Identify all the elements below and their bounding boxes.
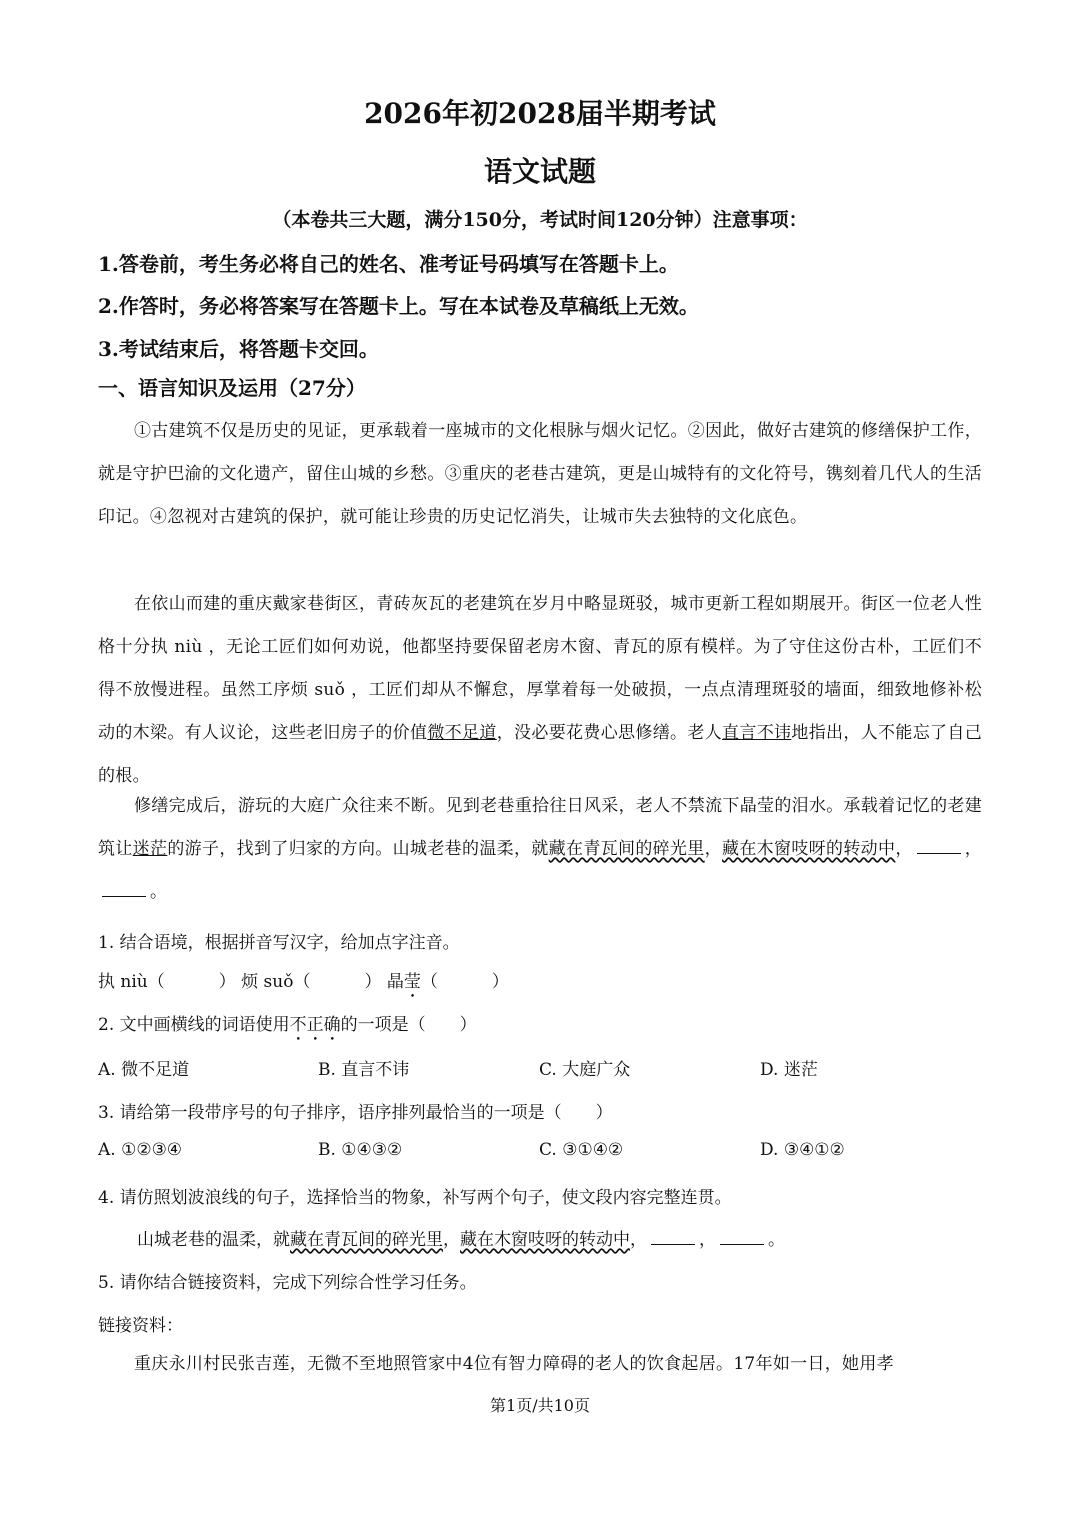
passage-paragraph-3: [98, 785, 982, 914]
passage-paragraph-2: [98, 583, 982, 798]
text-run: 。: [150, 882, 168, 902]
text-run: ，: [895, 839, 913, 859]
text-run: 。: [768, 1230, 785, 1250]
text-run: ，: [699, 1230, 716, 1250]
question-4-sentence: [137, 1225, 785, 1250]
question-2-option-c[interactable]: C. 大庭广众: [539, 1060, 631, 1080]
text-run: ，: [964, 839, 983, 859]
passage-paragraph-1: ①古建筑不仅是历史的见证，更承载着一座城市的文化根脉与烟火记忆。②因此，做好古建筑的修缮保护工作，就是守护巴渝的文化遗产，留住山城的乡愁。③重庆的老巷古建筑，更是山城特有的文化符号，镌刻着几代人的生活印记。④忽视对古建筑的保护，就可能让珍贵的历史记忆消失，让城市失去独特的文化底色。: [98, 421, 982, 527]
question-3-option-d[interactable]: D. ③④①②: [760, 1140, 845, 1160]
subject-title: 语文试题: [483, 155, 596, 188]
dotted-char: 莹: [403, 972, 421, 992]
question-5-stem: 5. 请你结合链接资料，完成下列综合性学习任务。: [98, 1273, 477, 1293]
text-run: 地指出，人不能忘了自己的根。: [98, 723, 983, 786]
underlined-word: 迷茫: [132, 839, 168, 859]
text-run: 执 niù（: [98, 972, 165, 992]
text-run: （: [420, 972, 438, 992]
question-3-stem: 3. 请给第一段带序号的句子排序，语序排列最恰当的一项是（ ）: [98, 1103, 613, 1123]
question-1-items: [98, 967, 509, 1002]
answer-blank[interactable]: [720, 1244, 764, 1245]
underlined-word: 直言不讳: [722, 723, 792, 743]
wavy-sentence: 藏在木窗吱呀的转动中: [460, 1230, 630, 1250]
linked-material-text: 重庆永川村民张吉莲，无微不至地照管家中4位有智力障碍的老人的饮食起居。17年如一日，她用孝: [134, 1354, 894, 1374]
text-run: ，: [630, 1230, 647, 1250]
text-run: ，: [704, 839, 722, 859]
exam-title: 2026年初2028届半期考试: [364, 97, 716, 130]
text-run: ，: [443, 1230, 460, 1250]
question-2-stem: [98, 1010, 477, 1045]
answer-blank[interactable]: [651, 1244, 695, 1245]
answer-blank[interactable]: [917, 853, 961, 854]
text-run: ）: [491, 972, 509, 992]
page-number: 第1页/共10页: [490, 1396, 590, 1415]
text-run: ） 烦 suǒ（: [218, 972, 311, 992]
notice-1: 1.答卷前，考生务必将自己的姓名、准考证号码填写在答题卡上。: [98, 252, 679, 276]
question-4-stem: 4. 请仿照划波浪线的句子，选择恰当的物象，补写两个句子，使文段内容完整连贯。: [98, 1188, 732, 1208]
text-run: ，没必要花费心思修缮。老人: [496, 723, 723, 743]
text-run: ） 晶: [364, 972, 404, 992]
answer-blank[interactable]: [102, 896, 146, 897]
notice-2: 2.作答时，务必将答案写在答题卡上。写在本试卷及草稿纸上无效。: [98, 294, 699, 318]
question-3-option-a[interactable]: A. ①②③④: [98, 1140, 183, 1160]
exam-subtitle: （本卷共三大题，满分150分，考试时间120分钟）注意事项：: [272, 209, 808, 231]
text-run: 的游子，找到了归家的方向。山城老巷的温柔，就: [167, 839, 549, 859]
section-1-title: 一、语言知识及运用（27分）: [98, 376, 366, 400]
text-run: 山城老巷的温柔，就: [137, 1230, 290, 1250]
text-run: 在依山而建的重庆戴家巷街区，青砖灰瓦的老建筑在岁月中略显斑驳，城市更新工程如期展开。街区一位老人性格十分执 niù ，无论工匠们如何劝说，他都坚持要保留老房木窗、青瓦的原有模样。为了守住这份古朴，工匠们不得不放慢进程。虽然工序烦 suǒ ，工匠们却从不懈怠，厚掌着每一处破损，一点点清理斑驳的墙面，细致地修补松动的木梁。有人议论，这些老旧房子的价值: [98, 594, 982, 743]
underlined-word: 微不足道: [427, 723, 497, 743]
notice-3: 3.考试结束后，将答题卡交回。: [98, 337, 379, 361]
question-2-option-b[interactable]: B. 直言不讳: [318, 1060, 410, 1080]
question-2-option-a[interactable]: A. 微不足道: [98, 1060, 190, 1080]
question-3-option-c[interactable]: C. ③①④②: [539, 1140, 624, 1160]
wavy-sentence: 藏在青瓦间的碎光里: [548, 839, 705, 859]
wavy-sentence: 藏在青瓦间的碎光里: [290, 1230, 443, 1250]
question-1-stem: 1. 结合语境，根据拼音写汉字，给加点字注音。: [98, 933, 460, 953]
text-run: 的一项是（ ）: [340, 1015, 477, 1035]
question-2-option-d[interactable]: D. 迷茫: [760, 1060, 818, 1080]
question-3-option-b[interactable]: B. ①④③②: [318, 1140, 403, 1160]
dotted-text: 不正确: [289, 1015, 341, 1035]
text-run: 修缮完成后，游玩的大庭广众往来不断。见到老巷重拾往日风采，老人不禁流下晶莹的泪水。承载着记忆的老建筑让: [98, 796, 982, 859]
wavy-sentence: 藏在木窗吱呀的转动中: [722, 839, 896, 859]
text-run: 2. 文中画横线的词语使用: [98, 1015, 290, 1035]
linked-material-label: 链接资料：: [98, 1316, 183, 1336]
